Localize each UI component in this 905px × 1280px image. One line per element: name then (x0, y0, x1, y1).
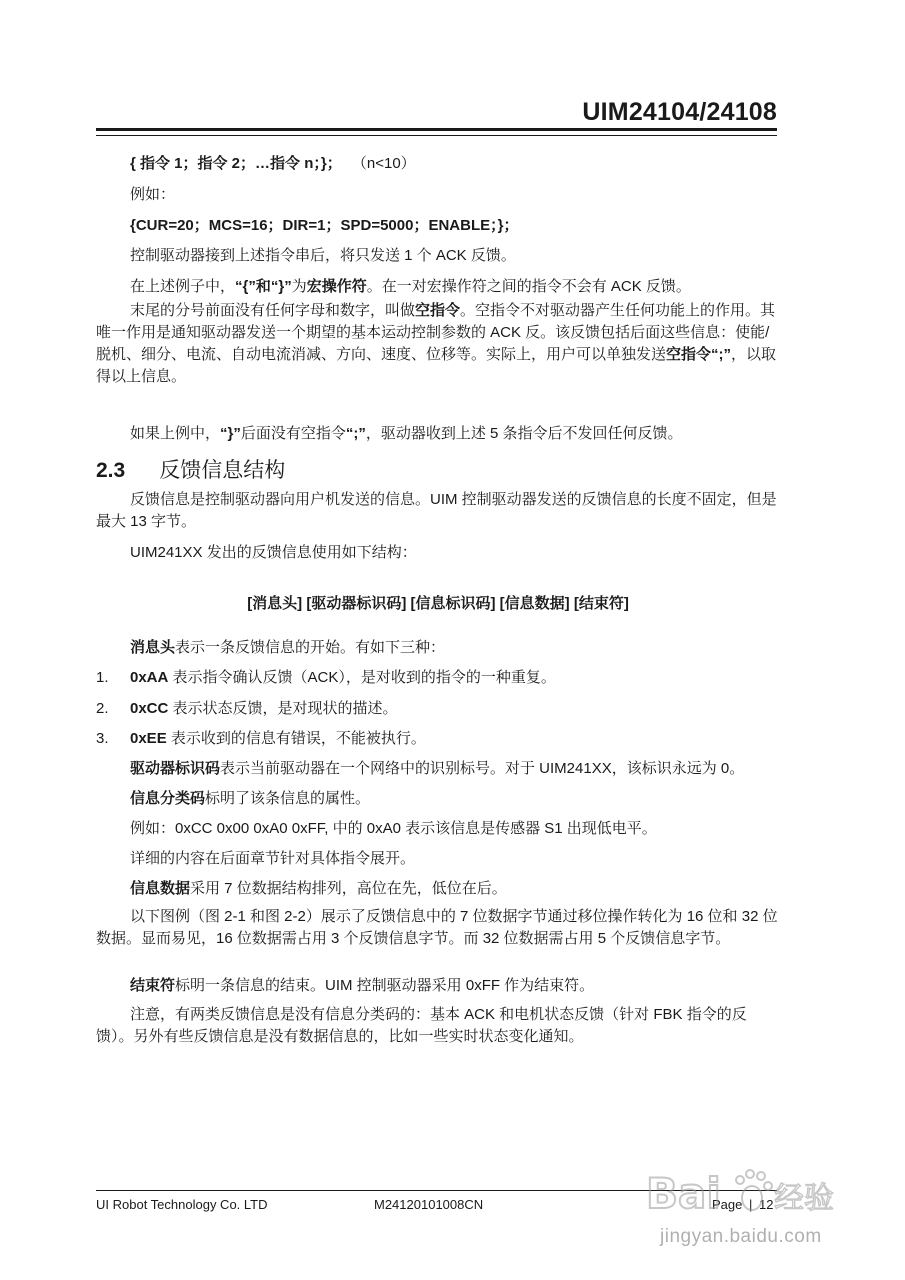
syntax-line (130, 153, 780, 175)
class-code-example: 例如：0xCC 0x00 0xA0 0xFF, 中的 0xA0 表示该信息是传感器 S1 出现低电平。 (130, 820, 657, 837)
empty-term-2: 空指令 (666, 346, 712, 363)
watermark-brand-cn: 经验 (774, 1181, 834, 1216)
section-number: 2.3 (96, 459, 126, 482)
footer-page-label: Page (712, 1197, 743, 1212)
list-code: 0xEE (130, 730, 167, 747)
list-number: 2. (96, 700, 109, 717)
section-heading (96, 454, 285, 484)
footer-page-number: 12 (759, 1197, 774, 1212)
driver-id-paragraph (130, 758, 780, 780)
list-text: 表示收到的信息有错误，不能被执行。 (166, 730, 426, 747)
data-paragraph (130, 878, 780, 900)
example-code: {CUR=20；MCS=16；DIR=1；SPD=5000；ENABLE；}； (130, 217, 519, 234)
class-code-paragraph (130, 788, 780, 810)
end-marker-paragraph (130, 975, 780, 997)
empty-command-paragraph (96, 300, 780, 388)
empty-term: 空指令 (415, 302, 461, 319)
data-text: 采用 7 位数据结构排列，高位在先，低位在后。 (190, 880, 507, 897)
section-title: 反馈信息结构 (159, 459, 286, 482)
empty-text-f: ，以取得以上信息。 (96, 346, 777, 385)
footer-doc-number: M24120101008CN (374, 1197, 484, 1212)
empty-text-c: 。空指令不对驱动器产生任何功能上的作用。其唯一作用是通知驱动器发送一个期望的基本运动控制参数的 ACK 反。该反馈包括后面这些信息：使能/脱机、细分、电流、自动电流消减、方向、速度、位移等。实际上，用户可以单独发送 (96, 302, 776, 363)
end-marker-term: 结束符 (130, 977, 176, 994)
note-paragraph: 注意，有两类反馈信息是没有信息分类码的：基本 ACK 和电机状态反馈（针对 FBK 指令的反馈）。另外有些反馈信息是没有数据信息的，比如一些实时状态变化通知。 (96, 1006, 747, 1045)
list-number: 1. (96, 669, 109, 686)
example-label: 例如： (130, 186, 176, 203)
list-text: 表示指令确认反馈（ACK），是对收到的指令的一种重复。 (168, 669, 556, 686)
driver-id-text: 表示当前驱动器在一个网络中的识别标号。对于 UIM241XX，该标识永远为 0。 (220, 760, 745, 777)
watermark-brand: Bai (646, 1169, 721, 1218)
header-rule-thick (96, 128, 777, 131)
list-text: 表示状态反馈，是对现状的描述。 (168, 700, 398, 717)
list-item (96, 667, 556, 689)
empty-text-a: 末尾的分号前面没有任何字母和数字，叫做 (130, 302, 416, 319)
header-text: 表示一条反馈信息的开始。有如下三种： (175, 639, 446, 656)
last-text-a: 如果上例中， (130, 425, 221, 442)
structure-line: [消息头] [驱动器标识码] [信息标识码] [信息数据] [结束符] (247, 595, 629, 612)
paw-icon (736, 1170, 772, 1210)
list-code: 0xCC (130, 700, 169, 717)
header-term: 消息头 (130, 639, 176, 656)
end-marker-text: 标明一条信息的结束。UIM 控制驱动器采用 0xFF 作为结束符。 (175, 977, 595, 994)
ack-sentence: 控制驱动器接到上述指令串后，将只发送 1 个 ACK 反馈。 (130, 247, 516, 264)
macro-text-c: 为 (291, 278, 307, 295)
macro-text-a: 在上述例子中， (130, 278, 236, 295)
list-item (96, 698, 398, 720)
doc-title: UIM24104/24108 (582, 98, 777, 126)
empty-semicolon: “;” (711, 346, 732, 363)
detail-note: 详细的内容在后面章节针对具体指令展开。 (130, 850, 416, 867)
macro-text-e: 。在一对宏操作符之间的指令不会有 ACK 反馈。 (366, 278, 691, 295)
structure-intro: UIM241XX 发出的反馈信息使用如下结构： (130, 544, 417, 561)
data-term: 信息数据 (130, 880, 191, 897)
driver-id-term: 驱动器标识码 (130, 760, 221, 777)
syntax-code: { 指令 1；指令 2；…指令 n；}； (130, 155, 342, 172)
list-number: 3. (96, 730, 109, 747)
section-intro: 反馈信息是控制驱动器向用户机发送的信息。UIM 控制驱动器发送的反馈信息的长度不固定，但是最大 13 字节。 (96, 491, 777, 530)
macro-paragraph (130, 276, 780, 298)
footer-page-sep: | (749, 1197, 753, 1212)
last-text-e: ，驱动器收到上述 5 条指令后不发回任何反馈。 (365, 425, 683, 442)
list-code: 0xAA (130, 669, 169, 686)
footer-company: UI Robot Technology Co. LTD (96, 1197, 268, 1212)
last-semicolon: “;” (345, 425, 366, 442)
last-text-c: 后面没有空指令 (240, 425, 346, 442)
last-paragraph (130, 423, 780, 445)
list-item (96, 728, 426, 750)
figure-note: 以下图例（图 2-1 和图 2-2）展示了反馈信息中的 7 位数据字节通过移位操作转化为 16 位和 32 位数据。显而易见，16 位数据需占用 3 个反馈信息字节。而 32 位数据需占用 5 个反馈信息字节。 (96, 908, 778, 947)
syntax-note: （n<10） (351, 155, 416, 172)
watermark-url: jingyan.baidu.com (660, 1226, 822, 1247)
header-rule-thin (96, 135, 777, 136)
header-paragraph (130, 637, 780, 659)
macro-braces: “{”和“}” (235, 278, 292, 295)
macro-term: 宏操作符 (306, 278, 367, 295)
class-code-term: 信息分类码 (130, 790, 206, 807)
last-brace: “}” (220, 425, 241, 442)
class-code-text: 标明了该条信息的属性。 (205, 790, 371, 807)
